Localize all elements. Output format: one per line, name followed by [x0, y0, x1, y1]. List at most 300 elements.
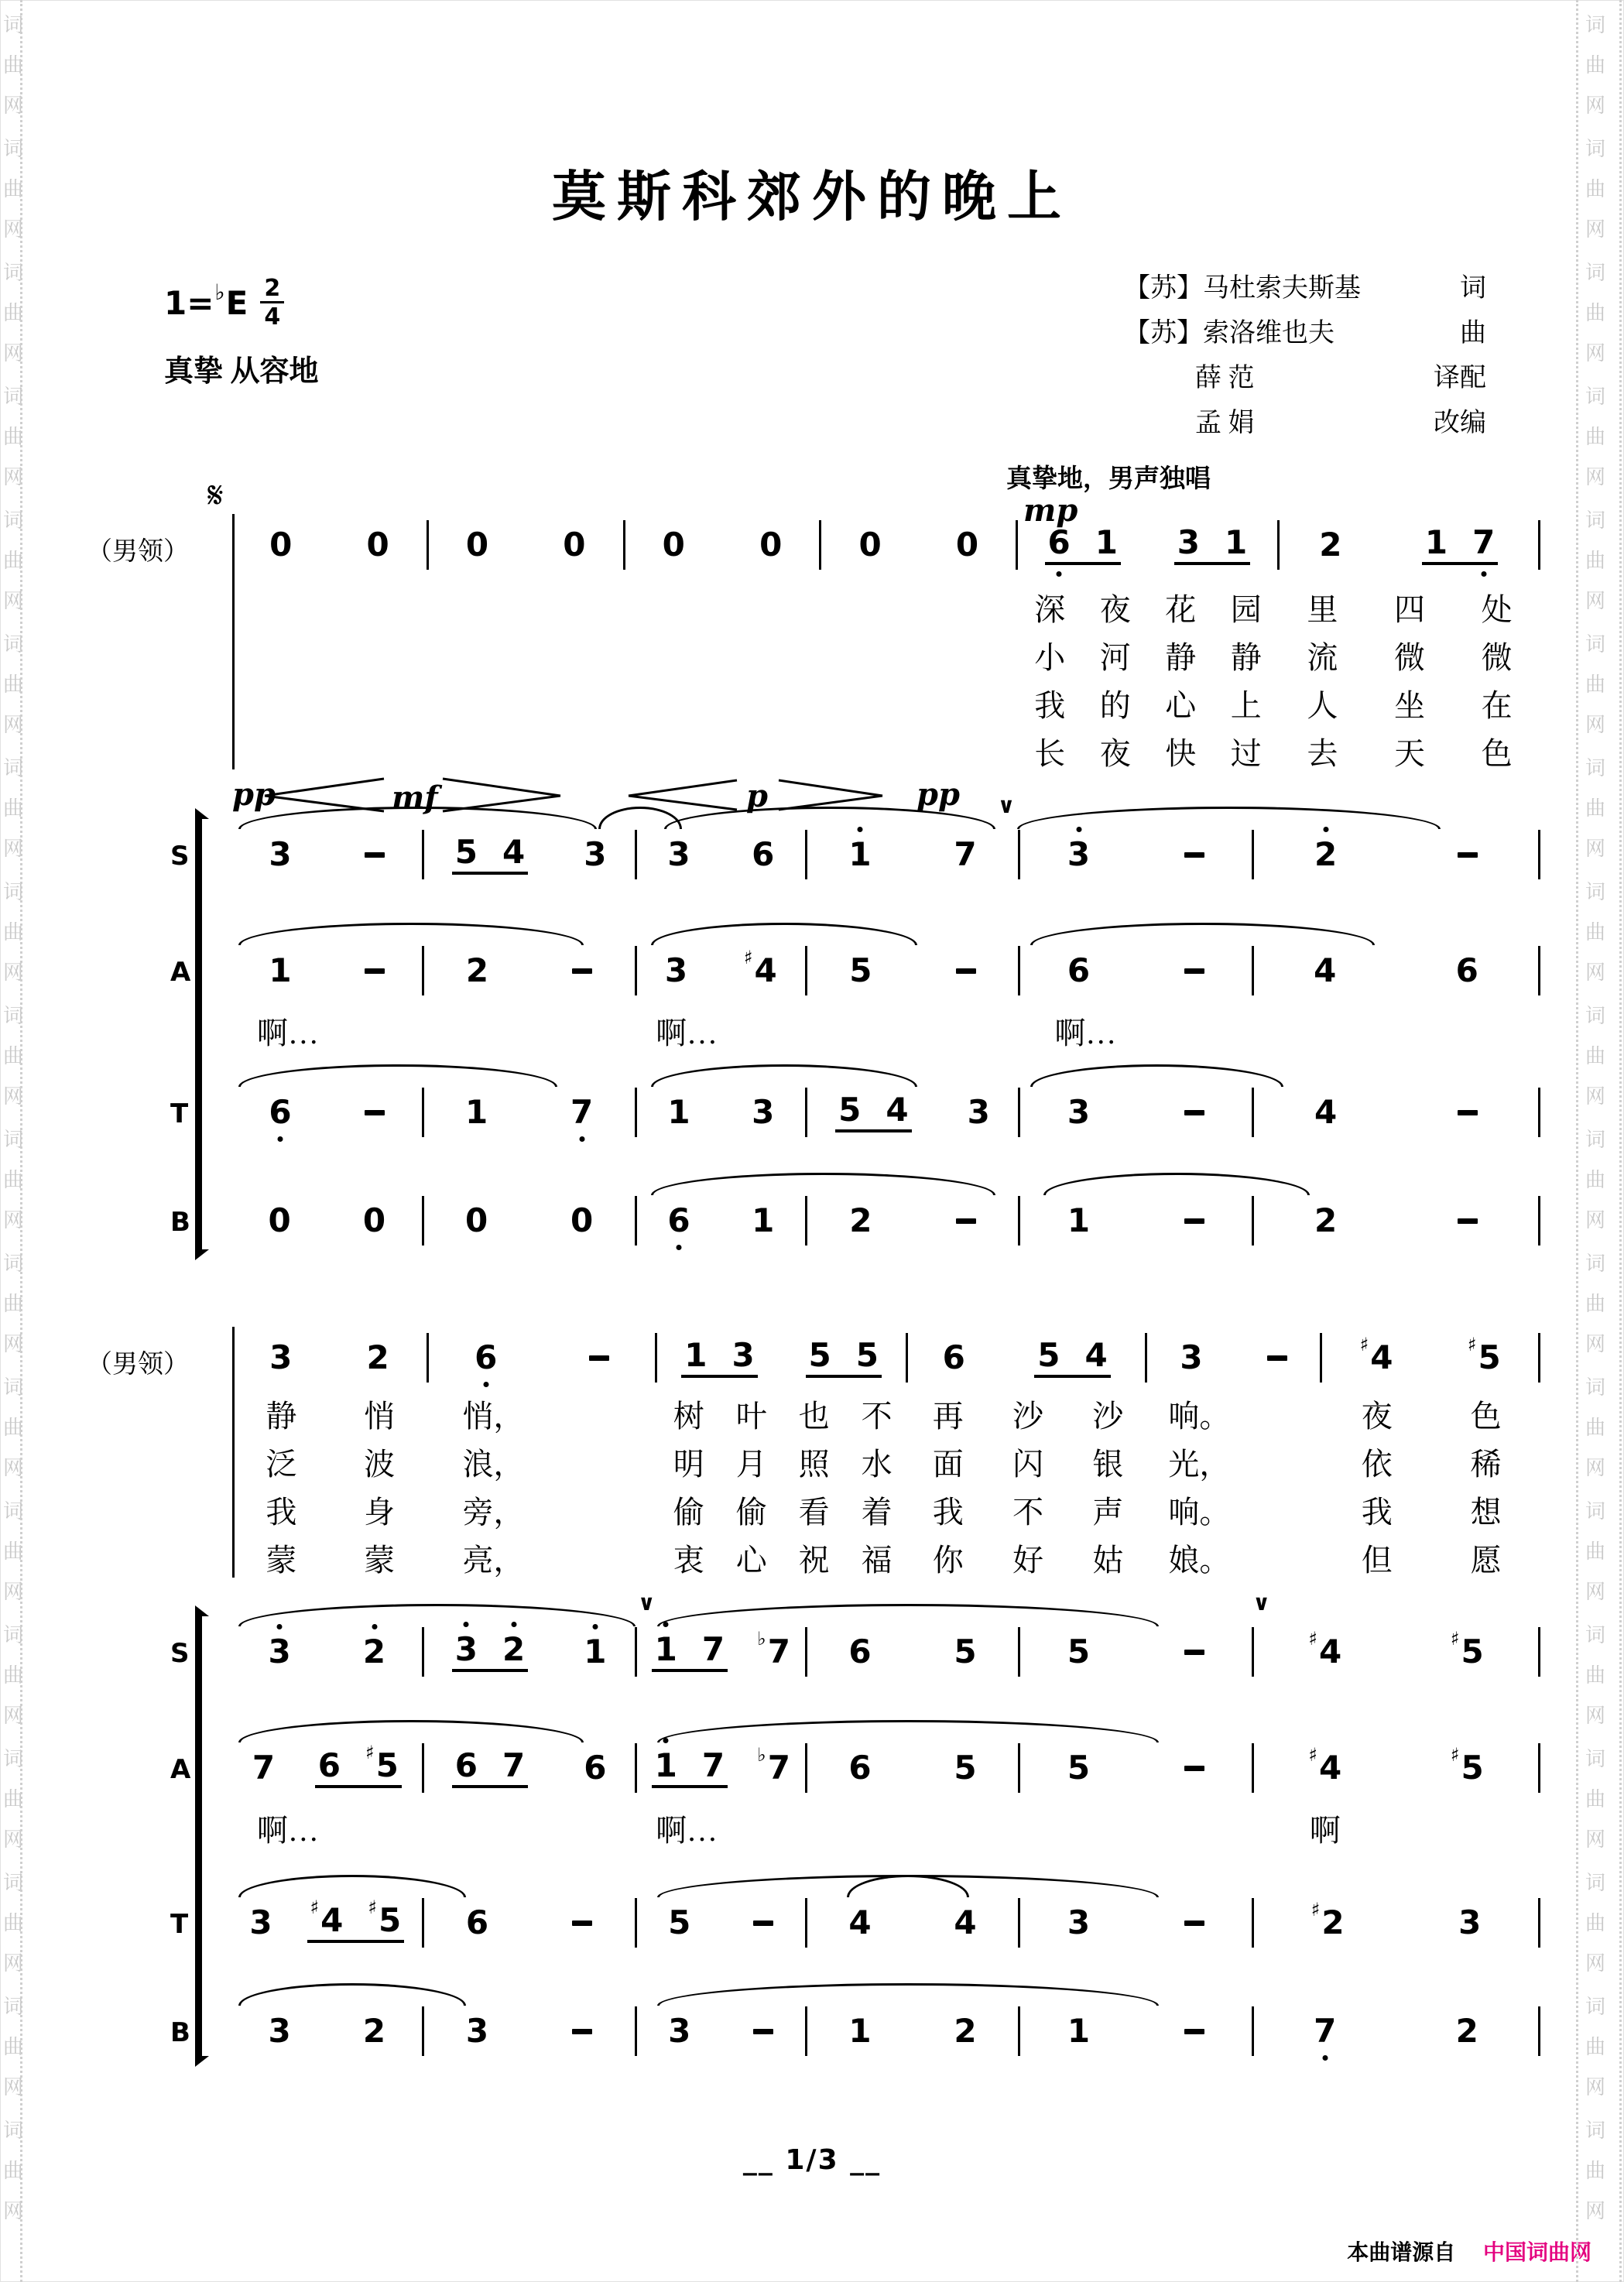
watermark-char: 网	[3, 218, 24, 241]
watermark-char: 网	[1585, 342, 1606, 365]
dash	[956, 1218, 976, 1224]
dash	[365, 1110, 385, 1115]
breath-mark: ∨	[997, 793, 1016, 818]
lyrics-measure	[807, 1010, 1019, 1050]
watermark-dotted-line	[20, 0, 22, 2282]
watermark-char: 网	[1585, 1333, 1606, 1355]
lyric-char: 旁，	[462, 1494, 525, 1530]
lyric-char: 蒙	[266, 1542, 297, 1578]
note: 1	[1067, 1201, 1091, 1239]
note: 2	[362, 1633, 386, 1670]
segno-icon: 𝄋	[207, 474, 224, 517]
note: 3	[1180, 1338, 1203, 1376]
lyrics-measure	[1019, 1807, 1253, 1848]
staff-row	[232, 1898, 1540, 1948]
lyric-char: 亮，	[462, 1542, 525, 1578]
measure	[1020, 1627, 1254, 1677]
sharp-icon: ♯	[1308, 1744, 1317, 1766]
underline-group	[452, 1632, 528, 1672]
measure	[424, 1743, 637, 1793]
note: 7	[502, 1746, 526, 1784]
measure	[637, 1627, 808, 1677]
underline-group	[835, 1092, 911, 1132]
note: ♭ 7	[757, 1628, 790, 1670]
choir-bracket	[195, 1616, 202, 2056]
watermark-char: 曲	[1585, 1293, 1606, 1315]
dash	[1458, 852, 1478, 858]
sharp-icon: ♯	[1308, 1628, 1317, 1650]
note: ♯ 4	[1359, 1334, 1393, 1376]
watermark-char: 词	[1585, 509, 1606, 532]
watermark-char: 网	[3, 1952, 24, 1975]
measure	[429, 520, 625, 570]
watermark-char: 词	[1585, 1376, 1606, 1399]
lyrics-row	[232, 1010, 1540, 1050]
watermark-char: 曲	[3, 1788, 24, 1811]
note: ♯ 4	[1308, 1628, 1342, 1670]
lyric-char: 泛	[266, 1446, 297, 1482]
lyrics-measure	[429, 1489, 658, 1530]
lyric-char: 衷	[673, 1542, 704, 1578]
note: 3	[269, 835, 292, 873]
lyrics-measure	[429, 731, 625, 771]
watermark-char: 曲	[3, 1169, 24, 1191]
lyrics-measure	[1322, 1441, 1540, 1482]
watermark-char: 曲	[3, 178, 24, 200]
note: 3	[1067, 1903, 1091, 1941]
slur	[1030, 1064, 1283, 1087]
note: 2	[1314, 835, 1338, 873]
rest: 0	[563, 526, 586, 564]
lyric-char: 啊…	[656, 1812, 718, 1848]
lyrics-measure	[625, 683, 821, 723]
note: 1	[584, 1633, 607, 1670]
lyric-char: 夜	[1361, 1398, 1393, 1434]
lyric-char: 浪，	[462, 1446, 525, 1482]
watermark-char: 曲	[3, 921, 24, 944]
composer-role: 曲	[1460, 319, 1486, 348]
lyric-char: 月	[735, 1446, 767, 1482]
note: 6	[454, 1746, 478, 1784]
dash	[1458, 1110, 1478, 1115]
rest: 0	[465, 526, 489, 564]
lyrics-row	[232, 587, 1540, 627]
note: 3	[269, 1338, 293, 1376]
note: 7	[1472, 523, 1496, 561]
lyric-char: 啊…	[1054, 1015, 1117, 1050]
lyrics-measure	[232, 1807, 423, 1848]
lyrics-measure	[625, 587, 821, 627]
note: ♭ 7	[757, 1744, 790, 1787]
lyric-char: 河	[1099, 639, 1131, 675]
flat-icon: ♭	[757, 1744, 766, 1766]
note: 3	[667, 835, 690, 873]
lyrics-measure	[908, 1537, 1148, 1578]
solo-part-label: （男领）	[87, 1351, 189, 1379]
note: 1	[654, 1746, 677, 1784]
note: 1	[752, 1201, 775, 1239]
note: 3	[664, 951, 688, 989]
note: 1	[465, 1093, 488, 1131]
watermark-char: 曲	[3, 1912, 24, 1934]
note: 7	[570, 1093, 594, 1131]
note: 3	[1458, 1903, 1482, 1941]
measure	[807, 1196, 1020, 1246]
measure	[424, 946, 637, 995]
lyrics-measure	[1279, 635, 1540, 675]
watermark-char: 词	[1585, 881, 1606, 903]
lyric-char: 啊	[1309, 1812, 1341, 1848]
watermark-char: 网	[1585, 2200, 1606, 2222]
lyric-char: 你	[932, 1542, 964, 1578]
sharp-icon: ♯	[1450, 1628, 1460, 1650]
measure	[807, 946, 1020, 995]
measure	[424, 1196, 637, 1246]
rest: 0	[268, 1201, 291, 1239]
measure	[232, 1743, 424, 1793]
note: 3	[731, 1336, 755, 1374]
note: 3	[268, 1633, 291, 1670]
measure	[1254, 1088, 1540, 1137]
lyrics-measure	[821, 635, 1018, 675]
watermark-char: 曲	[3, 1664, 24, 1687]
system-start-barline	[232, 1327, 235, 1578]
watermark-char: 网	[3, 94, 24, 117]
lyric-char: 不	[861, 1398, 893, 1434]
key-prefix: 1=	[164, 283, 214, 322]
watermark-char: 词	[3, 1996, 24, 2018]
lyric-char: 响。	[1168, 1398, 1231, 1434]
note: 2	[502, 1630, 526, 1668]
staff-row	[232, 520, 1540, 570]
time-signature-denominator: 4	[260, 301, 284, 330]
watermark-char: 词	[3, 1129, 24, 1151]
watermark-char: 词	[1585, 385, 1606, 408]
measure	[637, 2006, 808, 2056]
note: 1	[848, 2012, 872, 2050]
dash	[572, 968, 592, 974]
lyrics-measure	[807, 1807, 1019, 1848]
rest: 0	[955, 526, 979, 564]
watermark-char: 网	[1585, 1209, 1606, 1232]
watermark-char: 词	[3, 881, 24, 903]
dash	[365, 852, 385, 858]
lyricist-role: 词	[1460, 274, 1486, 303]
voice-label-s: S	[170, 841, 190, 872]
note: 3	[454, 1630, 478, 1668]
dash	[753, 1921, 773, 1926]
note: 5	[838, 1091, 862, 1129]
lyric-char: 好	[1012, 1542, 1044, 1578]
choir-bracket	[195, 819, 202, 1249]
rest: 0	[759, 526, 783, 564]
dash	[589, 1355, 609, 1361]
underline-group	[315, 1742, 402, 1788]
measure	[1020, 1898, 1254, 1948]
staff-row	[232, 1088, 1540, 1137]
sharp-icon: ♯	[368, 1897, 377, 1918]
lyric-char: 再	[932, 1398, 964, 1434]
dash	[1184, 1218, 1204, 1224]
note: 3	[584, 835, 607, 873]
watermark-char: 词	[3, 1005, 24, 1027]
staff-row	[232, 1743, 1540, 1793]
lyrics-measure	[1148, 1537, 1322, 1578]
system-start-barline	[232, 514, 235, 769]
lyric-char: 沙	[1092, 1398, 1124, 1434]
measure	[232, 830, 424, 879]
dash	[1184, 968, 1204, 974]
slur	[651, 923, 917, 945]
lyrics-measure	[908, 1393, 1148, 1434]
slur	[651, 1173, 995, 1195]
time-signature-numerator: 2	[264, 275, 281, 302]
lyric-char: 坐	[1393, 687, 1425, 723]
lyrics-measure	[429, 1537, 658, 1578]
note: ♯ 4	[310, 1897, 344, 1939]
lyric-char: 微	[1393, 639, 1425, 675]
dash	[1267, 1355, 1287, 1361]
measure	[1020, 1196, 1254, 1246]
lyric-char: 愿	[1470, 1542, 1502, 1578]
watermark-char: 曲	[3, 797, 24, 820]
lyric-char: 也	[798, 1398, 830, 1434]
lyrics-row	[232, 635, 1540, 675]
watermark-char: 词	[3, 1624, 24, 1646]
lyric-char: 静	[1165, 639, 1197, 675]
note: 6	[1047, 523, 1071, 561]
lyric-char: 处	[1481, 591, 1513, 627]
watermark-char: 网	[1585, 218, 1606, 241]
lyrics-measure	[429, 683, 625, 723]
voice-label-s: S	[170, 1638, 190, 1669]
flat-icon: ♭	[757, 1628, 766, 1650]
slur	[238, 1064, 557, 1087]
watermark-char: 曲	[1585, 54, 1606, 77]
note: 1	[1424, 523, 1448, 561]
lyric-char: 快	[1165, 735, 1197, 771]
lyric-char: 声	[1092, 1494, 1124, 1530]
lyrics-measure	[821, 683, 1018, 723]
dynamic-pp: pp	[916, 776, 960, 813]
watermark-char: 网	[3, 2200, 24, 2222]
note: 6	[848, 1633, 872, 1670]
rest: 0	[570, 1201, 594, 1239]
note: 6	[1067, 951, 1091, 989]
watermark-char: 曲	[3, 1045, 24, 1067]
watermark-char: 网	[3, 590, 24, 612]
watermark-char: 曲	[1585, 426, 1606, 448]
watermark-char: 曲	[3, 550, 24, 572]
lyric-char: 悄	[364, 1398, 396, 1434]
lyrics-measure	[821, 731, 1018, 771]
lyric-char: 祝	[798, 1542, 830, 1578]
flat-icon: ♭	[214, 279, 225, 305]
lyrics-measure	[625, 635, 821, 675]
note: 1	[1067, 2012, 1091, 2050]
lyric-char: 去	[1307, 735, 1338, 771]
solo-annotation: 真挚地，男声独唱	[1006, 465, 1211, 493]
dash	[956, 968, 976, 974]
underline-group	[1422, 525, 1498, 565]
watermark-char: 词	[3, 1252, 24, 1275]
note: 6	[475, 1338, 498, 1376]
lyrics-row	[232, 731, 1540, 771]
watermark-column	[1585, 0, 1612, 2282]
lyrics-measure	[1253, 1010, 1540, 1050]
note: 1	[1095, 523, 1119, 561]
lyrics-measure	[1322, 1393, 1540, 1434]
measure	[637, 946, 808, 995]
source-prefix: 本曲谱源自	[1347, 2240, 1456, 2264]
watermark-char: 网	[1585, 1581, 1606, 1603]
lyrics-measure	[1148, 1441, 1322, 1482]
note: 5	[849, 951, 872, 989]
sharp-icon: ♯	[365, 1742, 375, 1763]
lyrics-measure	[1017, 683, 1279, 723]
translator-name: 薛 范	[1195, 364, 1255, 392]
lyrics-measure	[625, 731, 821, 771]
voice-label-t: T	[170, 1098, 189, 1129]
watermark-char: 网	[1585, 1952, 1606, 1975]
watermark-char: 曲	[1585, 2036, 1606, 2058]
lyric-char: 里	[1307, 591, 1338, 627]
note: 3	[268, 2012, 291, 2050]
watermark-char: 曲	[3, 426, 24, 448]
measure	[1147, 1333, 1322, 1383]
watermark-char: 词	[1585, 1129, 1606, 1151]
slur	[657, 1983, 1159, 2006]
lyrics-measure	[232, 1441, 429, 1482]
watermark-char: 网	[1585, 1085, 1606, 1108]
lyric-char: 叶	[735, 1398, 767, 1434]
note: 3	[668, 2012, 691, 2050]
lyric-char: 夜	[1099, 591, 1131, 627]
lyric-char: 沙	[1012, 1398, 1044, 1434]
note: 3	[249, 1903, 272, 1941]
note: 3	[1067, 835, 1091, 873]
lyrics-measure	[1017, 587, 1279, 627]
lyric-char: 闪	[1012, 1446, 1044, 1482]
lyric-char: 面	[932, 1446, 964, 1482]
note: ♯ 4	[743, 947, 777, 989]
dynamic-p: p	[746, 778, 768, 814]
lyric-char: 心	[735, 1542, 767, 1578]
note: 1	[684, 1336, 708, 1374]
dash	[1184, 1650, 1204, 1655]
watermark-char: 词	[1585, 1996, 1606, 2018]
watermark-char: 曲	[3, 54, 24, 77]
note: 5	[954, 1749, 977, 1787]
note: 6	[465, 1903, 489, 1941]
watermark-char: 曲	[1585, 1169, 1606, 1191]
lyrics-measure	[1322, 1489, 1540, 1530]
note: 5	[1067, 1749, 1091, 1787]
watermark-char: 曲	[1585, 797, 1606, 820]
measure	[424, 2006, 637, 2056]
staff-row	[232, 1333, 1540, 1383]
voice-label-b: B	[170, 2017, 190, 2048]
watermark-char: 词	[1585, 1005, 1606, 1027]
page-number: __ 1/3 __	[742, 2144, 882, 2176]
lyrics-measure	[636, 1807, 807, 1848]
lyric-char: 蒙	[364, 1542, 396, 1578]
measure	[232, 2006, 424, 2056]
lyric-char: 想	[1470, 1494, 1502, 1530]
dynamic-mf: mf	[392, 780, 438, 816]
note: 5	[1067, 1633, 1091, 1670]
watermark-char: 曲	[1585, 921, 1606, 944]
lyric-char: 色	[1470, 1398, 1502, 1434]
measure	[429, 1333, 658, 1383]
lyrics-measure	[423, 1807, 636, 1848]
lyrics-row	[232, 1807, 1540, 1848]
underline-group	[452, 834, 528, 875]
note: 2	[362, 2012, 386, 2050]
dash	[753, 2029, 773, 2034]
watermark-char: 网	[3, 1705, 24, 1727]
note: ♯ 2	[1311, 1899, 1345, 1941]
lyric-char: 我	[932, 1494, 964, 1530]
watermark-char: 网	[3, 2076, 24, 2099]
lyric-char: 园	[1230, 591, 1262, 627]
measure	[1254, 1898, 1540, 1948]
watermark-char: 曲	[1585, 1912, 1606, 1934]
note: 6	[667, 1201, 690, 1239]
watermark-char: 曲	[3, 2036, 24, 2058]
key-letter: E	[225, 283, 248, 322]
lyric-char: 深	[1034, 591, 1066, 627]
slur	[238, 923, 583, 945]
slur	[238, 1983, 465, 2006]
lyrics-measure	[1019, 1010, 1253, 1050]
watermark-char: 词	[1585, 1748, 1606, 1770]
dash	[1184, 2029, 1204, 2034]
lyrics-measure	[429, 1393, 658, 1434]
measure	[232, 946, 424, 995]
watermark-char: 词	[3, 509, 24, 532]
measure	[807, 2006, 1020, 2056]
lyric-char: 偷	[735, 1494, 767, 1530]
lyric-char: 我	[266, 1494, 297, 1530]
measure	[637, 1898, 808, 1948]
watermark-dotted-line	[1619, 0, 1622, 2282]
lyrics-measure	[232, 635, 429, 675]
measure	[807, 1627, 1020, 1677]
note: 4	[848, 1903, 872, 1941]
measure	[424, 830, 637, 879]
note: 7	[701, 1630, 725, 1668]
slur	[664, 807, 996, 829]
note: 2	[849, 1201, 872, 1239]
watermark-char: 曲	[3, 673, 24, 696]
underline-group	[1045, 525, 1121, 565]
lyric-char: 的	[1099, 687, 1131, 723]
lyrics-measure	[908, 1441, 1148, 1482]
watermark-char: 词	[1585, 1500, 1606, 1523]
dash	[572, 1921, 592, 1926]
lyric-char: 光，	[1168, 1446, 1231, 1482]
rest: 0	[465, 1201, 488, 1239]
watermark-char: 词	[1585, 1872, 1606, 1894]
note: 3	[465, 2012, 489, 2050]
lyric-char: 明	[673, 1446, 704, 1482]
note: 4	[1084, 1336, 1108, 1374]
tempo-marking: 真挚 从容地	[164, 355, 319, 388]
lyrics-measure	[429, 635, 625, 675]
lyric-char: 四	[1393, 591, 1425, 627]
staff-row	[232, 1590, 1540, 1677]
